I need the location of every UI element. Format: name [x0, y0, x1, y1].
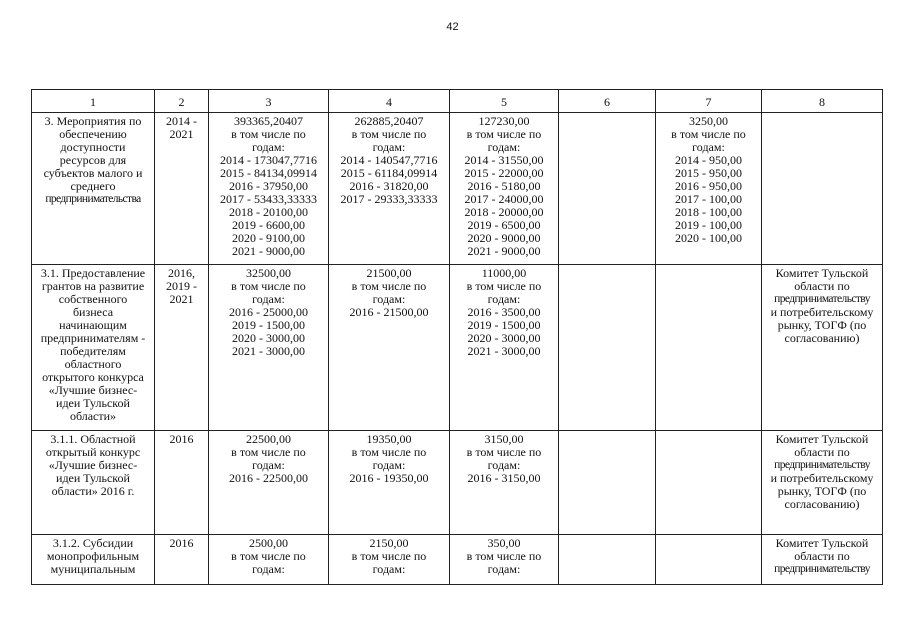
- cell-line: 2014 - 950,00: [675, 153, 742, 167]
- cell-line: годам:: [372, 458, 406, 472]
- cell-line: в том числе по: [671, 127, 746, 141]
- table-cell-col-1: [32, 113, 155, 265]
- cell-line: 2016 - 3150,00: [467, 471, 541, 485]
- table-row: [32, 113, 883, 265]
- cell-line: 2018 - 20000,00: [464, 205, 544, 219]
- cell-line: 2021 - 9000,00: [232, 244, 305, 258]
- cell-line: в том числе по: [466, 549, 542, 563]
- cell-line: в том числе по: [231, 127, 306, 141]
- table-cell-col-4: [329, 535, 450, 585]
- cell-line: 262885,20407: [354, 114, 424, 128]
- cell-line: 2017 - 100,00: [675, 192, 742, 206]
- cell-line: муниципальным: [50, 562, 136, 576]
- cell-line: предпринимателям -: [40, 331, 146, 345]
- table-cell-col-2: [155, 535, 209, 585]
- cell-line: 2019 - 100,00: [675, 218, 742, 232]
- cell-line: в том числе по: [351, 127, 427, 141]
- column-header: 6: [559, 90, 656, 113]
- cell-line: 2016 - 950,00: [675, 179, 742, 193]
- cell-line: идеи Тульской: [56, 471, 130, 485]
- cell-line: 2016 - 19350,00: [349, 471, 429, 485]
- cell-line: 2020 - 3000,00: [467, 331, 541, 345]
- table-cell-col-7: [656, 265, 762, 431]
- cell-line: 3.1.1. Областной: [50, 432, 136, 446]
- cell-line: 3.1. Предоставление: [40, 266, 146, 280]
- table-cell-col-4: [329, 113, 450, 265]
- cell-line: 32500,00: [246, 266, 291, 280]
- cell-line: области по: [794, 445, 850, 459]
- column-header: 4: [329, 90, 450, 113]
- cell-line: и потребительскому: [770, 471, 874, 485]
- cell-line: 2015 - 950,00: [675, 166, 742, 180]
- table-cell-col-4: [329, 431, 450, 535]
- table-cell-col-3: [209, 113, 329, 265]
- table-cell-col-2: [155, 431, 209, 535]
- cell-line: 2019 - 6600,00: [232, 218, 305, 232]
- cell-line: «Лучшие бизнес-: [48, 458, 138, 472]
- cell-line: идеи Тульской: [56, 396, 130, 410]
- cell-line: 2016 - 3500,00: [467, 305, 541, 319]
- cell-line: 2016 - 25000,00: [229, 305, 308, 319]
- table-cell-col-3: [209, 265, 329, 431]
- cell-line: 2021 - 3000,00: [467, 344, 541, 358]
- cell-line: в том числе по: [351, 549, 427, 563]
- cell-line: согласованию): [784, 331, 860, 345]
- table-cell-col-7: [656, 113, 762, 265]
- cell-line: 350,00: [487, 536, 521, 550]
- table-cell-col-6: [559, 431, 656, 535]
- cell-line: 2018 - 100,00: [675, 205, 742, 219]
- table-cell-col-7: [656, 535, 762, 585]
- cell-line: в том числе по: [466, 127, 542, 141]
- cell-line: начинающим: [59, 318, 127, 332]
- table-cell-col-1: [32, 265, 155, 431]
- table-cell-col-5: [450, 113, 559, 265]
- cell-line: в том числе по: [466, 279, 542, 293]
- table-cell-col-7: [656, 431, 762, 535]
- cell-line: годам:: [372, 562, 406, 576]
- cell-line: 2150,00: [369, 536, 409, 550]
- column-header: 5: [450, 90, 559, 113]
- cell-line: «Лучшие бизнес-: [48, 383, 138, 397]
- cell-line: годам:: [487, 458, 521, 472]
- table-row: [32, 265, 883, 431]
- cell-line: 2019 - 1500,00: [232, 318, 305, 332]
- cell-line: 2016: [169, 536, 194, 550]
- cell-line: предпринимательства: [45, 193, 141, 205]
- cell-line: монопрофильным: [46, 549, 140, 563]
- cell-line: 393365,20407: [234, 114, 303, 128]
- table-cell-col-3: [209, 535, 329, 585]
- header-row: [32, 90, 883, 113]
- cell-line: собственного: [58, 292, 128, 306]
- cell-line: и потребительскому: [770, 305, 874, 319]
- cell-line: согласованию): [784, 497, 860, 511]
- cell-line: бизнеса: [72, 305, 114, 319]
- cell-line: 2016 - 21500,00: [349, 305, 429, 319]
- cell-line: среднего: [70, 179, 116, 193]
- cell-line: 2017 - 24000,00: [464, 192, 544, 206]
- cell-line: 2014 - 31550,00: [464, 153, 544, 167]
- cell-line: предпринимательству: [774, 563, 870, 575]
- cell-line: 2017 - 53433,33333: [220, 192, 317, 206]
- cell-line: победителям: [60, 344, 126, 358]
- page-number: 42: [446, 21, 459, 33]
- cell-line: 2019 - 1500,00: [467, 318, 541, 332]
- column-header: 8: [762, 90, 883, 113]
- cell-line: 3150,00: [484, 432, 524, 446]
- cell-line: доступности: [60, 140, 126, 154]
- table-cell-col-1: [32, 535, 155, 585]
- cell-line: годам:: [252, 292, 285, 306]
- column-header: 2: [155, 90, 209, 113]
- table-cell-col-5: [450, 265, 559, 431]
- table-cell-col-5: [450, 535, 559, 585]
- column-header: 1: [32, 90, 155, 113]
- cell-line: 2014 - 140547,7716: [340, 153, 438, 167]
- table-cell-col-2: [155, 265, 209, 431]
- cell-line: 2020 - 9100,00: [232, 231, 305, 245]
- table-cell-col-2: [155, 113, 209, 265]
- cell-line: субъектов малого и: [43, 166, 143, 180]
- cell-line: 2016 - 5180,00: [467, 179, 541, 193]
- cell-line: 2014 - 173047,7716: [220, 153, 317, 167]
- cell-line: 2015 - 61184,09914: [340, 166, 438, 180]
- cell-line: годам:: [252, 458, 285, 472]
- cell-line: в том числе по: [466, 445, 542, 459]
- table-row: [32, 535, 883, 585]
- table-cell-col-3: [209, 431, 329, 535]
- cell-line: 2016 - 22500,00: [229, 471, 308, 485]
- cell-line: 21500,00: [366, 266, 412, 280]
- cell-line: годам:: [372, 140, 406, 154]
- cell-line: 2015 - 22000,00: [464, 166, 544, 180]
- table-cell-col-4: [329, 265, 450, 431]
- cell-line: годам:: [252, 562, 285, 576]
- cell-line: 2018 - 20100,00: [229, 205, 308, 219]
- cell-line: 19350,00: [366, 432, 412, 446]
- cell-line: в том числе по: [231, 445, 306, 459]
- cell-line: ресурсов для: [59, 153, 127, 167]
- cell-line: 11000,00: [481, 266, 527, 280]
- cell-line: 2015 - 84134,09914: [220, 166, 317, 180]
- cell-line: 3250,00: [689, 114, 728, 128]
- cell-line: 3. Мероприятия по: [44, 114, 142, 128]
- cell-line: рынку, ТОГФ (по: [777, 484, 867, 498]
- table-cell-col-1: [32, 431, 155, 535]
- cell-line: открытого конкурса: [42, 370, 144, 384]
- table-cell-col-8: [762, 265, 883, 431]
- cell-line: 2016: [169, 432, 194, 446]
- table-body: [32, 113, 883, 585]
- cell-line: 2019 - 6500,00: [467, 218, 541, 232]
- cell-line: 3.1.2. Субсидии: [52, 536, 134, 550]
- cell-line: в том числе по: [231, 279, 306, 293]
- cell-line: 2021: [169, 127, 194, 141]
- cell-line: грантов на развитие: [41, 279, 145, 293]
- cell-line: 2021 - 9000,00: [467, 244, 541, 258]
- cell-line: годам:: [487, 562, 521, 576]
- table-row: [32, 431, 883, 535]
- cell-line: области»: [69, 409, 117, 423]
- cell-line: предпринимательству: [774, 459, 870, 471]
- cell-line: 22500,00: [246, 432, 291, 446]
- cell-line: 2014 -: [166, 114, 197, 128]
- cell-line: области» 2016 г.: [51, 484, 135, 498]
- cell-line: 2021: [169, 292, 194, 306]
- cell-line: 2017 - 29333,33333: [340, 192, 438, 206]
- cell-line: Комитет Тульской: [775, 266, 869, 280]
- cell-line: области по: [794, 279, 850, 293]
- cell-line: 127230,00: [478, 114, 530, 128]
- cell-line: открытый конкурс: [45, 445, 141, 459]
- cell-line: Комитет Тульской: [775, 536, 869, 550]
- table-cell-col-6: [559, 535, 656, 585]
- cell-line: годам:: [372, 292, 406, 306]
- cell-line: годам:: [252, 140, 285, 154]
- table-cell-col-8: [762, 113, 883, 265]
- table-cell-col-8: [762, 431, 883, 535]
- cell-line: в том числе по: [351, 445, 427, 459]
- cell-line: областного: [64, 357, 122, 371]
- cell-line: 2020 - 100,00: [675, 231, 742, 245]
- cell-line: 2016 - 37950,00: [229, 179, 308, 193]
- table-cell-col-5: [450, 431, 559, 535]
- cell-line: в том числе по: [351, 279, 427, 293]
- cell-line: 2020 - 3000,00: [232, 331, 305, 345]
- budget-table: [31, 89, 883, 585]
- table-cell-col-6: [559, 113, 656, 265]
- table-cell-col-8: [762, 535, 883, 585]
- cell-line: годам:: [692, 140, 725, 154]
- cell-line: в том числе по: [231, 549, 306, 563]
- cell-line: обеспечению: [59, 127, 127, 141]
- cell-line: годам:: [487, 292, 521, 306]
- cell-line: 2020 - 9000,00: [467, 231, 541, 245]
- cell-line: годам:: [487, 140, 521, 154]
- cell-line: 2016,: [168, 266, 195, 280]
- cell-line: 2019 -: [166, 279, 197, 293]
- cell-line: предпринимательству: [774, 293, 870, 305]
- table-cell-col-6: [559, 265, 656, 431]
- cell-line: рынку, ТОГФ (по: [777, 318, 867, 332]
- cell-line: 2016 - 31820,00: [349, 179, 429, 193]
- column-header: 7: [656, 90, 762, 113]
- column-header: 3: [209, 90, 329, 113]
- cell-line: области по: [794, 549, 850, 563]
- cell-line: Комитет Тульской: [775, 432, 869, 446]
- cell-line: 2500,00: [249, 536, 288, 550]
- cell-line: 2021 - 3000,00: [232, 344, 305, 358]
